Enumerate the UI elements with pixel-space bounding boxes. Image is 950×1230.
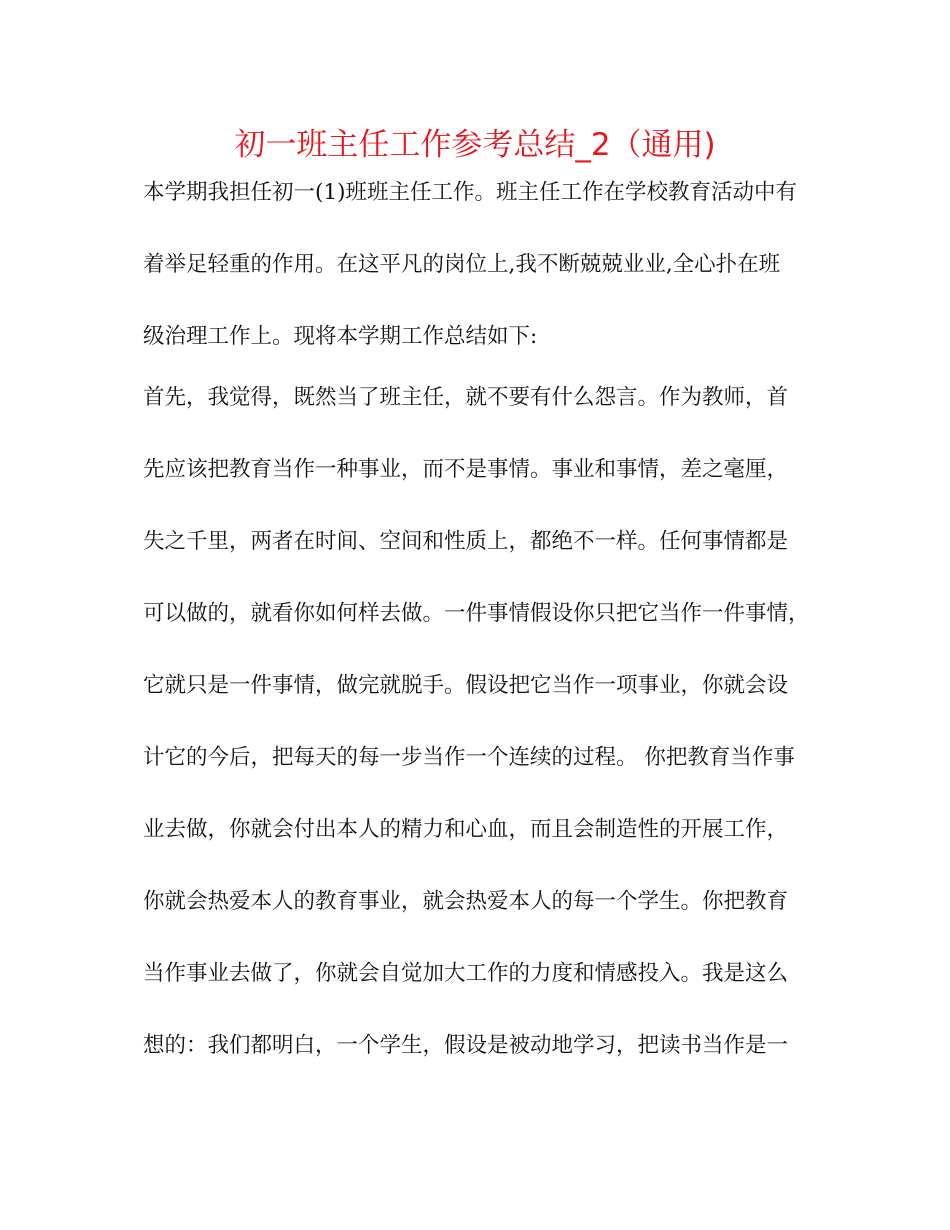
text-line: 失之千里，两者在时间、空间和性质上，都绝不一样。任何事情都是 [143, 529, 789, 554]
document-title: 初一班主任工作参考总结_2（通用) [234, 127, 716, 163]
text-line: 级治理工作上。现将本学期工作总结如下: [143, 324, 538, 349]
text-line: 它就只是一件事情，做完就脱手。假设把它当作一项事业，你就会设 [143, 673, 789, 698]
text-line: 当作事业去做了，你就会自觉加大工作的力度和情感投入。我是这么 [143, 961, 789, 986]
text-line: 本学期我担任初一(1)班班主任工作。班主任工作在学校教育活动中有 [143, 180, 797, 205]
text-line: 先应该把教育当作一种事业，而不是事情。事业和事情，差之毫厘， [143, 457, 789, 482]
paragraph-body [143, 362, 823, 1082]
text-line: 首先，我觉得，既然当了班主任，就不要有什么怨言。作为教师，首 [143, 385, 789, 410]
text-line: 你就会热爱本人的教育事业，就会热爱本人的每一个学生。你把教育 [143, 889, 789, 914]
text-line: 想的：我们都明白，一个学生，假设是被动地学习，把读书当作是一 [143, 1033, 789, 1058]
paragraph-intro [143, 157, 823, 373]
text-line: 业去做，你就会付出本人的精力和心血，而且会制造性的开展工作， [143, 817, 789, 842]
text-line: 计它的今后，把每天的每一步当作一个连续的过程。 你把教育当作事 [143, 745, 795, 770]
text-line: 可以做的，就看你如何样去做。一件事情假设你只把它当作一件事情， [143, 601, 810, 626]
text-line: 着举足轻重的作用。在这平凡的岗位上,我不断兢兢业业,全心扑在班 [143, 252, 781, 277]
